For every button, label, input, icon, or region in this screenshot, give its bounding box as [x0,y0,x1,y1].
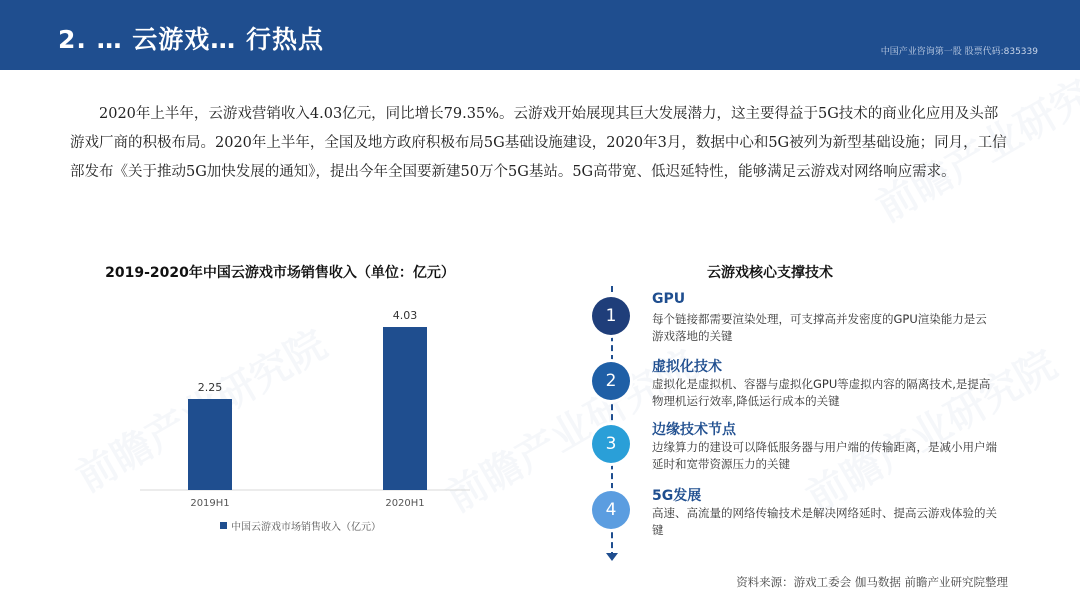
step-number-badge: 2 [592,362,630,400]
source-note: 资料来源：游戏工委会 伽马数据 前瞻产业研究院整理 [736,575,1008,589]
tech-item-name: GPU [652,291,686,307]
legend-swatch [220,522,227,529]
watermark [795,334,1066,523]
bar-2020H1 [383,327,427,490]
chart-title: 2019-2020年中国云游戏市场销售收入（单位：亿元） [105,265,455,281]
tech-item-desc: 高速、高流量的网络传输技术是解决网络延时、提高云游戏体验的关键 [652,506,997,537]
header-company-tag: 中国产业咨询第一股 股票代码:835339 [880,47,1038,57]
tech-section-title: 云游戏核心支撑技术 [707,265,833,281]
tech-item-desc: 虚拟化是虚拟机、容器与虚拟化GPU等虚拟内容的隔离技术,是提高物理机运行效率,降低运行成本的关键 [652,377,991,408]
page-header [0,0,1080,70]
page-title: 2. … 云游戏… 行热点 [58,25,325,54]
data-label-2019H1: 2.25 [197,381,223,394]
tech-item-desc: 边缘算力的建设可以降低服务器与用户端的传输距离，是减小用户端延时和宽带资源压力的关键 [652,440,997,471]
x-tick-label-2020H1: 2020H1 [385,498,425,509]
tech-item-name: 边缘技术节点 [652,422,736,438]
step-number-badge: 4 [592,491,630,529]
chart-legend [220,518,381,533]
step-number-badge: 1 [592,297,630,335]
legend-label: 中国云游戏市场销售收入（亿元） [231,522,381,533]
revenue-bar-chart [140,280,470,520]
tech-item-name: 5G发展 [652,488,702,504]
intro-paragraph: 2020年上半年，云游戏营销收入4.03亿元，同比增长79.35%。云游戏开始展现其巨大发展潜力，这主要得益于5G技术的商业化应用及头部游戏厂商的积极布局。2020年上半年，全国及地方政府积极布局5G基础设施建设，2020年3月，数据中心和5G被列为新型基础设施；同月，工信部发布《关于推动5G加快发展的通知》，提出今年全国要新建50万个5G基站。5G高带宽、低迟延特性，能够满足云游戏对网络响应需求。 [70,106,1007,180]
timeline-arrow-icon [606,553,618,561]
data-label-2020H1: 4.03 [392,309,418,323]
bar-2019H1 [188,399,232,490]
step-number-badge: 3 [592,425,630,463]
tech-item-name: 虚拟化技术 [652,359,722,375]
x-tick-label-2019H1: 2019H1 [190,498,230,509]
tech-item-desc: 每个链接都需要渲染处理，可支撑高并发密度的GPU渲染能力是云游戏落地的关键 [652,312,987,343]
